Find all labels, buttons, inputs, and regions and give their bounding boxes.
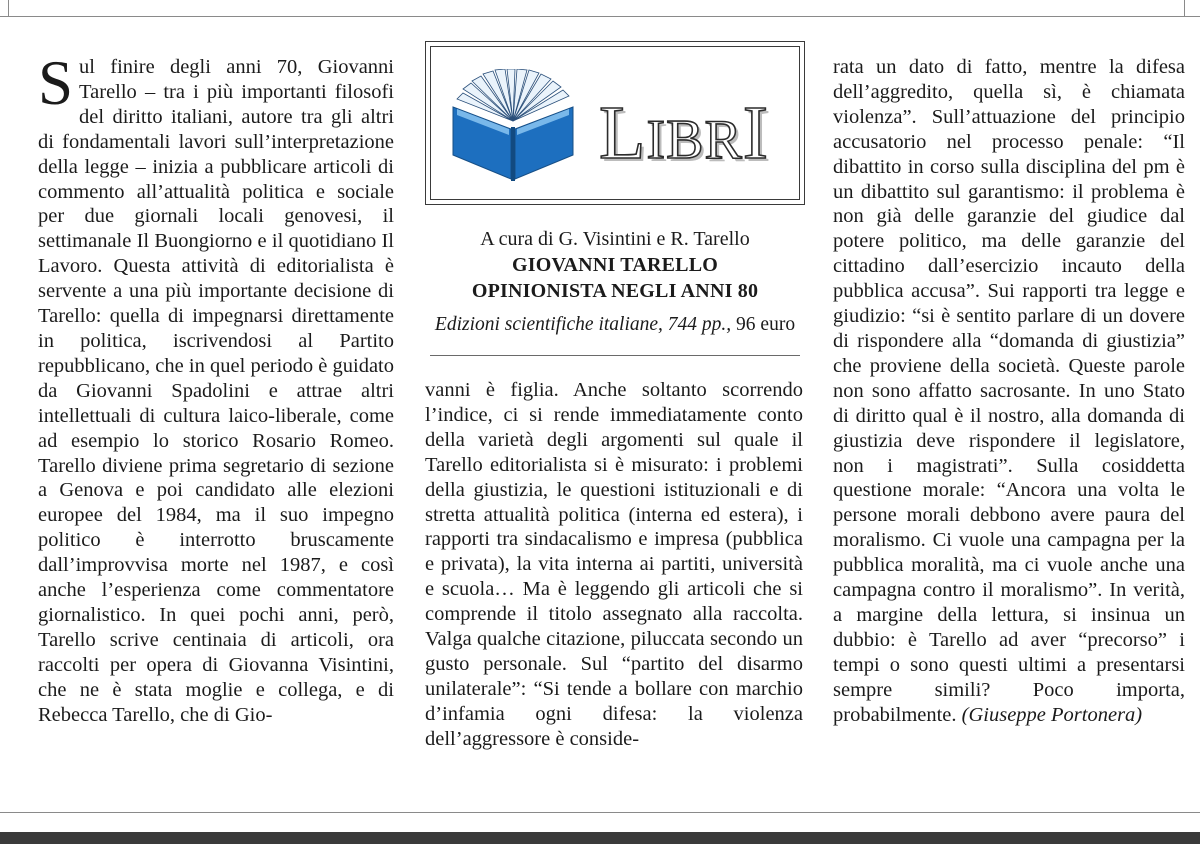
article-column-2 bbox=[425, 378, 803, 752]
drop-cap: S bbox=[38, 48, 74, 118]
column-2-text: vanni è figlia. Anche soltanto scorrendo l’indice, ci si rende immediatamente conto della varietà degli argomenti sul quale il Tarello editorialista si è misurato: i problemi della giustizia, le questioni istituzionali e di stretta attualità politica (interna ed estera), i rapporti tra sindacalismo e impresa (pubblica e privata), la vita interna ai partiti, università e scuola… Ma è leggendo gli articoli che si comprende il titolo assegnato alla raccolta. Valga qualche citazione, piluccata secondo un gusto personale. Sul “partito del disarmo unilaterale”: “Si tende a bollare con marchio d’infamia ogni difesa: la violenza dell’aggressore è conside- bbox=[425, 379, 803, 750]
book-pages: 744 pp. bbox=[667, 314, 727, 335]
top-divider-left bbox=[8, 0, 9, 16]
section-header-inner-frame bbox=[430, 46, 800, 200]
book-price: 96 euro bbox=[736, 314, 796, 335]
bottom-rule bbox=[0, 812, 1200, 813]
bottom-bar bbox=[0, 832, 1200, 844]
column-1-text: ul finire degli anni 70, Giovanni Tarello – tra i più importanti filosofi del diritto italiani, autore tra gli altri di fondamentali lavori sull’interpretazione della legge – inizia a pubblicare articoli di commento all’attualità politica e sociale per due giornali locali genovesi, il settimanale Il Buongiorno e il quotidiano Il Lavoro. Questa attività di editorialista è servente a una più importante decisione di Tarello: quella di impegnarsi direttamente in politica, iscrivendosi al Partito repubblicano, che in quel periodo è guidato da Giovanni Spadolini e attrae altri intellettuali di cultura laico-liberale, come ad esempio lo storico Rosario Romeo. Tarello diviene prima segretario di sezione a Genova e poi candidato alle elezioni europee del 1984, ma il suo impegno politico è interrotto bruscamente dall’improvvisa morte nel 1987, e così anche l’esperienza come commentatore giornalistico. In quei pochi anni, però, Tarello scrive centinaia di articoli, ora raccolti per opera di Giovanna Visintini, che ne è stata moglie e collega, e di Rebecca Tarello, che di Gio- bbox=[38, 56, 394, 726]
book-title-line-1: GIOVANNI TARELLO bbox=[511, 254, 719, 276]
section-header-libri bbox=[425, 41, 805, 205]
book-publisher: Edizioni scientifiche italiane bbox=[434, 314, 659, 335]
book-info bbox=[425, 224, 805, 338]
book-details: Edizioni scientifiche italiane, 744 pp., 96 euro bbox=[434, 314, 796, 335]
open-book-icon bbox=[449, 69, 577, 183]
libri-logo-text: LIBRI bbox=[599, 91, 770, 175]
article-author: (Giuseppe Portonera) bbox=[961, 703, 1143, 726]
article-column-1 bbox=[38, 48, 394, 727]
top-rule bbox=[0, 16, 1200, 17]
book-curators: A cura di G. Visintini e R. Tarello bbox=[480, 228, 750, 250]
column-3-text: rata un dato di fatto, mentre la difesa dell’aggredito, quella sì, è chiamata violenza”. Sull’attuazione del principio accusatorio nel processo penale: “Il dibattito in corso sulla disciplina del pm è un dibattito sul garantismo: il problema è non già delle garanzie del giudice dal potere politico, ma delle garanzie del cittadino dall’esercizio incauto della pubblica accusa”. Sui rapporti tra legge e giudizio: “si è sentito parlare di un dovere di rispondere alla “domanda di giustizia” che proviene della società. Queste parole non sono affatto sacrosante. In uno Stato di diritto qual è il nostro, alla domanda di giustizia deve rispondere il legislatore, non i magistrati”. Sulla cosiddetta questione morale: “Ancora una volta le persone morali debbono avere paura del moralismo. Ci vuole una campagna per la pubblica moralità, ma ci vuole anche una campagna contro il moralismo”. In verità, a margine della lettura, si insinua un dubbio: è Tarello ad aver “precorso” i tempi o sono questi ultimi a presentarsi sempre simili? Poco importa, probabilmente. bbox=[833, 56, 1185, 726]
top-divider-right bbox=[1184, 0, 1185, 16]
book-info-rule bbox=[430, 355, 800, 356]
article-column-3 bbox=[833, 55, 1185, 727]
book-title-line-2: OPINIONISTA NEGLI ANNI 80 bbox=[471, 280, 759, 302]
